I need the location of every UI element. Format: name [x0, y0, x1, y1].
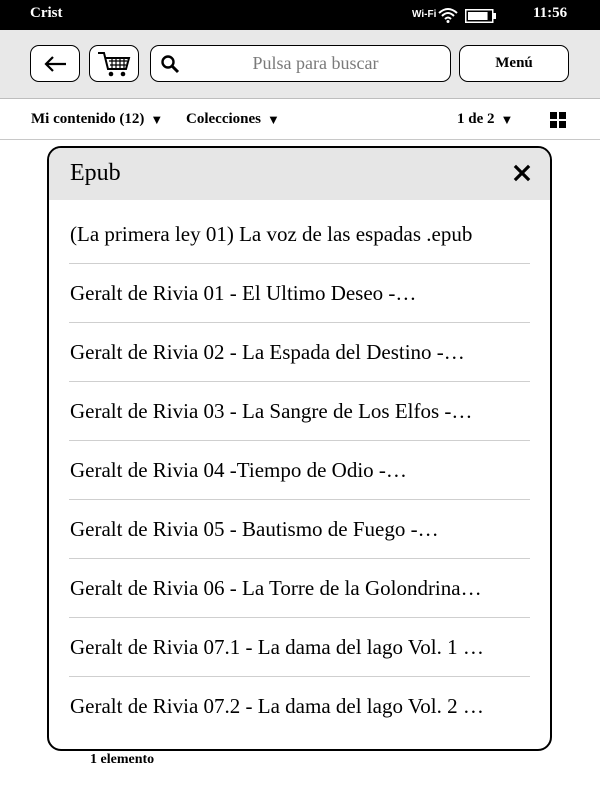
- file-item[interactable]: Geralt de Rivia 03 - La Sangre de Los Elfos -…: [69, 382, 530, 441]
- close-icon[interactable]: [512, 163, 532, 183]
- file-item[interactable]: Geralt de Rivia 06 - La Torre de la Golondrina…: [69, 559, 530, 618]
- chevron-down-icon: ▼: [500, 112, 514, 127]
- back-arrow-icon: [42, 54, 68, 74]
- wifi-icon: [438, 7, 458, 23]
- file-item[interactable]: Geralt de Rivia 02 - La Espada del Destino -…: [69, 323, 530, 382]
- file-list: [49, 200, 550, 736]
- status-user-name: Crist: [30, 5, 63, 21]
- file-item[interactable]: Geralt de Rivia 05 - Bautismo de Fuego -…: [69, 500, 530, 559]
- file-item[interactable]: Geralt de Rivia 01 - El Ultimo Deseo -…: [69, 264, 530, 323]
- page-selector[interactable]: [457, 111, 513, 128]
- epub-dialog: [47, 146, 552, 751]
- filter-bar: [0, 99, 600, 140]
- dialog-title: Epub: [70, 160, 121, 186]
- status-time: 11:56: [533, 5, 568, 21]
- item-count: 1 elemento: [90, 752, 155, 767]
- dialog-header: [49, 148, 550, 200]
- battery-icon: [465, 9, 497, 23]
- file-item[interactable]: (La primera ley 01) La voz de las espadas .epub: [69, 200, 530, 264]
- file-item[interactable]: Geralt de Rivia 07.2 - La dama del lago Vol. 2 …: [70, 694, 484, 718]
- chevron-down-icon: ▼: [266, 112, 280, 127]
- grid-view-icon[interactable]: [550, 112, 566, 128]
- cart-button[interactable]: [89, 45, 139, 82]
- page-indicator: 1 de 2: [457, 111, 495, 127]
- collections-dropdown[interactable]: [186, 111, 280, 128]
- status-bar: [0, 0, 600, 30]
- file-item[interactable]: Geralt de Rivia 07.1 - La dama del lago Vol. 1 …: [69, 618, 530, 677]
- content-filter-label: Mi contenido (12): [31, 111, 145, 127]
- top-toolbar: [0, 30, 600, 99]
- search-input[interactable]: [150, 45, 451, 82]
- search-placeholder: Pulsa para buscar: [252, 53, 379, 73]
- cart-icon: [96, 50, 132, 78]
- wifi-label: Wi-Fi: [412, 9, 437, 20]
- content-filter-dropdown[interactable]: [31, 111, 163, 128]
- menu-button[interactable]: Menú: [459, 45, 569, 82]
- file-item[interactable]: Geralt de Rivia 04 -Tiempo de Odio -…: [69, 441, 530, 500]
- back-button[interactable]: [30, 45, 80, 82]
- collections-label: Colecciones: [186, 111, 261, 127]
- chevron-down-icon: ▼: [150, 112, 164, 127]
